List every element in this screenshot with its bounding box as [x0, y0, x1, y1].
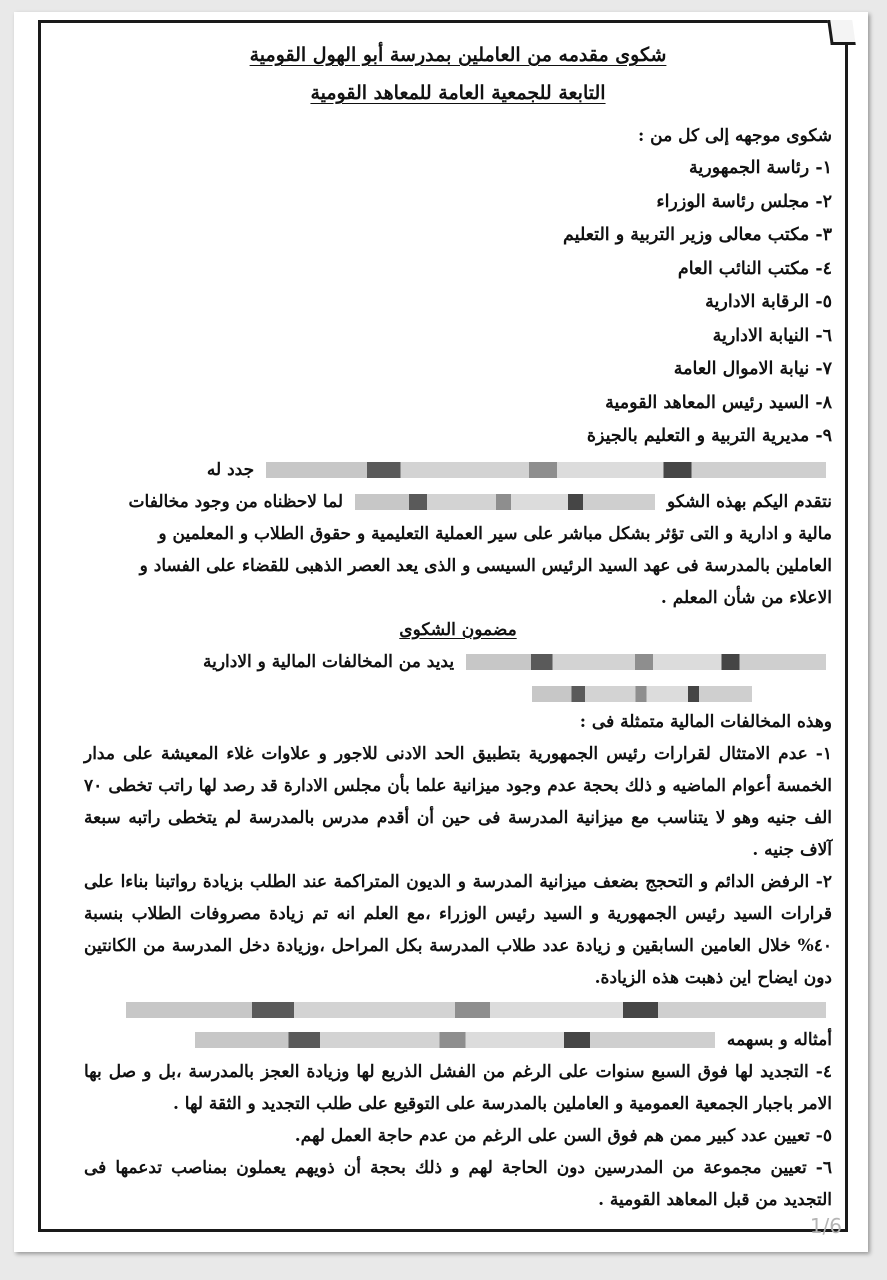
recipient-item: ٦- النيابة الادارية — [712, 325, 832, 346]
violation-item: ٥- تعيين عدد كبير ممن هم فوق السن على الرغم من عدم حاجة العمل لهم. — [294, 1125, 832, 1146]
intro-fragment: نتقدم اليكم بهذه الشكو — [666, 491, 832, 512]
violation-3-redacted — [84, 994, 832, 1024]
recipients-list — [84, 152, 832, 454]
document-page — [14, 12, 868, 1252]
recipient-item: ٧- نيابة الاموال العامة — [673, 359, 832, 379]
violation-item: ٤- التجديد لها فوق السبع سنوات على الرغم من الفشل الذريع لها وزيادة العجز بالمدرسة ،بل و صل بها الامر باجبار الجمعية العمومية و العاملين بالمدرسة على التوقيع على طلب التجديد و الثقة لها . — [84, 1061, 832, 1114]
document-title-line2: التابعة للجمعية العامة للمعاهد القومية — [310, 82, 606, 104]
violations-list-continued — [84, 1056, 832, 1216]
complaint-body — [84, 36, 832, 1216]
intro-fragment: جدد له — [206, 459, 255, 480]
redacted-text — [532, 686, 752, 702]
content-line — [84, 646, 832, 678]
content-fragment: يديد من المخالفات المالية و الادارية — [202, 651, 455, 672]
redacted-text — [466, 654, 826, 670]
violation-3-fragment: أمثاله و بسهمه — [726, 1029, 832, 1050]
financial-intro: وهذه المخالفات المالية متمثلة فى : — [579, 711, 832, 732]
recipient-item: ٤- مكتب النائب العام — [677, 258, 832, 279]
recipient-item: ٢- مجلس رئاسة الوزراء — [656, 191, 832, 212]
recipient-item: ٥- الرقابة الادارية — [705, 292, 832, 312]
recipient-item: ٨- السيد رئيس المعاهد القومية — [605, 392, 832, 413]
violation-item: ١- عدم الامتثال لقرارات رئيس الجمهورية بتطبيق الحد الادنى للاجور و علاوات غلاء المعيشة على مدار الخمسة أعوام الماضيه و ذلك بحجة عدم وجود ميزانية علما بأن مجلس الادارة قد رصد لها راتب تخطى ٧٠ الف جنيه وهو لا يتناسب مع ميزانية المدرسة فى حين أن أقدم مدرس بالمدرسة لم يتخطى راتبه سبعة آلاف جنيه . — [84, 743, 832, 860]
intro-line-4: العاملين بالمدرسة فى عهد السيد الرئيس السيسى و الذى يعد العصر الذهبى للقضاء على الفساد و — [139, 555, 832, 576]
recipient-item: ١- رئاسة الجمهورية — [689, 158, 832, 178]
violation-item: ٢- الرفض الدائم و التحجج بضعف ميزانية المدرسة و الديون المتراكمة عند الطلب بزيادة رواتبنا بناءا على قرارات السيد رئيس الجمهورية و السيد رئيس الوزراء ،مع العلم انه تم زيادة مصروفات الطلاب بنسبة ٤٠% خلال العامين السابقين و زيادة عدد طلاب المدرسة بكل المراحل ،وزيادة دخل المدرسة من الكانتين دون ايضاح اين ذهبت هذه الزيادة. — [84, 871, 832, 988]
violation-item: ٦- تعيين مجموعة من المدرسين دون الحاجة لهم و ذلك بحجة أن ذويهم يعملون بمناصب تدعمها فى التجديد من قبل المعاهد القومية . — [84, 1157, 832, 1210]
recipient-item: ٩- مديرية التربية و التعليم بالجيزة — [586, 426, 832, 446]
redacted-text — [355, 494, 655, 510]
content-heading: مضمون الشكوى — [399, 619, 517, 640]
intro-line-1 — [84, 454, 832, 486]
recipients-intro: شكوى موجهه إلى كل من : — [637, 126, 832, 146]
recipient-item: ٣- مكتب معالى وزير التربية و التعليم — [563, 225, 832, 245]
redacted-text — [195, 1032, 715, 1048]
intro-fragment: لما لاحظناه من وجود مخالفات — [128, 491, 344, 512]
intro-line-5: الاعلاء من شأن المعلم . — [660, 587, 832, 608]
violation-3-line-2 — [84, 1024, 832, 1056]
content-redacted-line — [84, 678, 832, 706]
intro-line-2 — [84, 486, 832, 518]
redacted-text — [126, 1002, 826, 1018]
page-number: 1/6 — [809, 1214, 842, 1238]
document-title-line1: شكوى مقدمه من العاملين بمدرسة أبو الهول القومية — [249, 44, 667, 66]
intro-line-3: مالية و ادارية و التى تؤثر بشكل مباشر على سير العملية التعليمية و حقوق الطلاب و المعلمين و — [158, 523, 832, 544]
violations-list — [84, 738, 832, 994]
redacted-text — [266, 462, 826, 478]
